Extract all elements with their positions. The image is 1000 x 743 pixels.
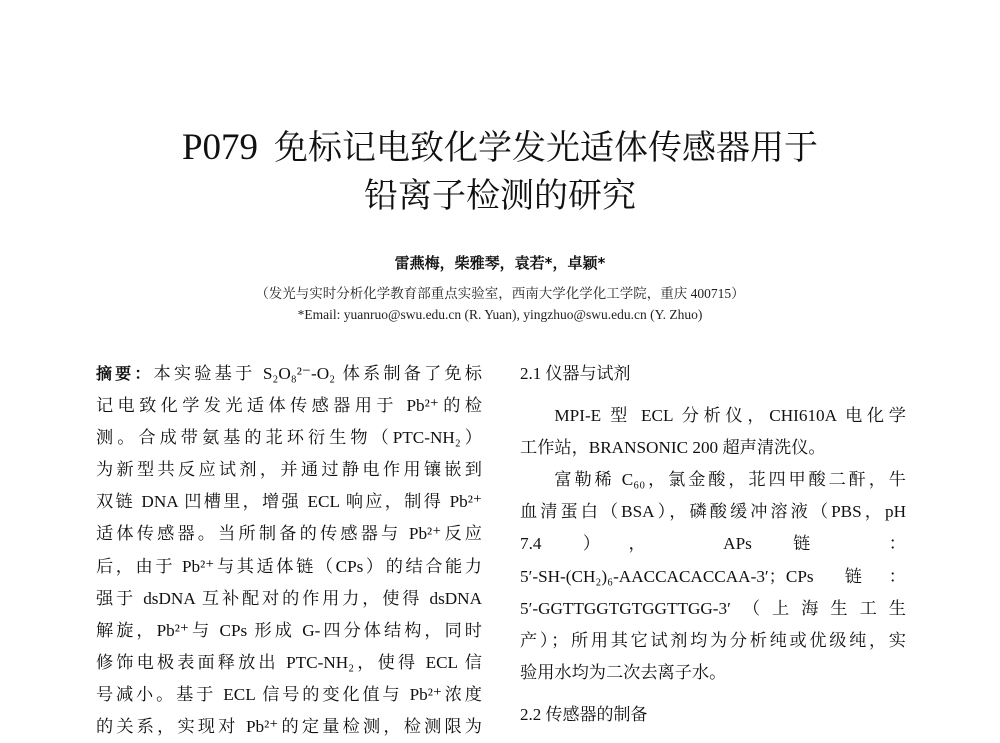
email-line: *Email: yuanruo@swu.edu.cn (R. Yuan), yingzhuo@swu.edu.cn (Y. Zhuo) [297, 307, 703, 322]
paper-title-line1 [0, 125, 1000, 171]
instruments-line: 工作站，BRANSONIC 200 超声清洗仪。 [520, 438, 826, 458]
abstract-line: 双链 DNA 凹槽里，增强 ECL 响应，制得 Pb²⁺ [96, 492, 482, 512]
reagents-line: 富勒稀 C₆₀，氯金酸，苝四甲酸二酐，牛 [554, 470, 906, 490]
instruments-line: MPI-E 型 ECL 分析仪，CHI610A 电化学 [554, 406, 906, 426]
reagents-line: 验用水均为二次去离子水。 [520, 662, 727, 682]
reagents-line: 血清蛋白（BSA），磷酸缓冲溶液（PBS，pH [520, 502, 906, 522]
affiliation: （发光与实时分析化学教育部重点实验室，西南大学化学化工学院，重庆 400715） [255, 286, 745, 301]
abstract-line: 记电致化学发光适体传感器用于 Pb²⁺的检 [96, 396, 482, 416]
paper-title-line2: 铅离子检测的研究 [364, 176, 636, 216]
abstract-line: 摘要：本实验基于 S₂O₈²⁻-O₂ 体系制备了免标 [96, 364, 482, 383]
abstract-line: 的关系，实现对 Pb²⁺的定量检测，检测限为 [96, 717, 482, 737]
abstract-line: 解旋，Pb²⁺与 CPs 形成 G-四分体结构，同时 [96, 620, 482, 640]
reagents-line: 7.4 ）， APs 链 ： [520, 534, 906, 554]
abstract-line: 后，由于 Pb²⁺与其适体链（CPs）的结合能力 [96, 556, 482, 576]
abstract-line: 强于 dsDNA 互补配对的作用力，使得 dsDNA [96, 588, 482, 608]
section-heading-2-1: 2.1 仪器与试剂 [520, 364, 631, 383]
methods-column [520, 358, 906, 731]
authors: 雷燕梅，柴雅琴，袁若*，卓颖* [394, 254, 606, 272]
abstract-column [96, 358, 482, 743]
paper-title-text: 免标记电致化学发光适体传感器用于 [274, 128, 819, 168]
abstract-line: 测。合成带氨基的苝环衍生物（PTC-NH₂） [96, 428, 482, 448]
section-heading-2-2: 2.2 传感器的制备 [520, 704, 648, 724]
reagents-line: 产）；所用其它试剂均为分析纯或优级纯，实 [520, 630, 906, 650]
reagents-line: 5′-SH-(CH₂)₆-AACCACACCAA-3′；CPs 链： [520, 566, 906, 586]
abstract-line: 号减小。基于 ECL 信号的变化值与 Pb²⁺浓度 [96, 684, 482, 704]
abstract-line: 修饰电极表面释放出 PTC-NH₂，使得 ECL 信 [96, 652, 482, 672]
reagents-line: 5′-GGTTGGTGTGGTTGG-3′（上海生工生 [520, 598, 906, 618]
abstract-label: 摘要： [96, 364, 154, 383]
paper-code: P079 [181, 127, 259, 168]
abstract-line: 为新型共反应试剂，并通过静电作用镶嵌到 [96, 460, 482, 480]
abstract-line: 适体传感器。当所制备的传感器与 Pb²⁺反应 [96, 524, 482, 544]
